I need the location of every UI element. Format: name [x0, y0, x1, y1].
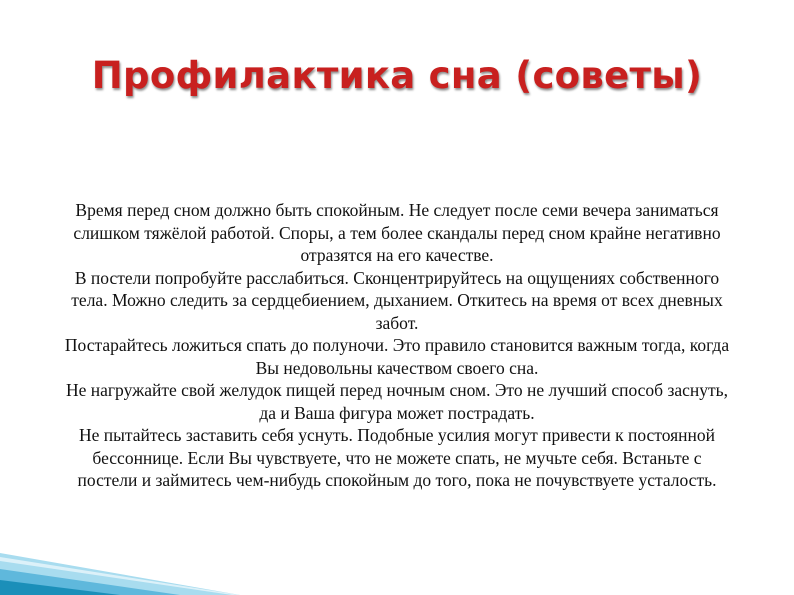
paragraph-dont-force-sleep: Не пытайтесь заставить себя уснуть. Подобные усилия могут привести к постоянной бессоннице. Если Вы чувствуете, что не можете спать, не мучьте себя. Встаньте с постели и займитесь чем-нибудь спокойным до того, пока не почувствуете усталость.	[77, 425, 717, 490]
decor-mid-band	[0, 569, 180, 595]
paragraph-before-midnight: Постарайтесь ложиться спать до полуночи. Это правило становится важным тогда, когда Вы недовольны качеством своего сна.	[64, 335, 730, 378]
slide-title: Профилактика сна (советы)	[91, 54, 703, 97]
decor-dark-band	[0, 580, 120, 595]
paragraph-relax-in-bed: В постели попробуйте расслабиться. Сконцентрируйтесь на ощущениях собственного тела. Можно следить за сердцебиением, дыханием. Откитесь на время от всех дневных забот.	[71, 267, 723, 333]
paragraph-evening-calm: Время перед сном должно быть спокойным. Не следует после семи вечера заниматься слишком тяжёлой работой. Споры, а тем более скандалы перед сном крайне негативно отразятся на его качестве.	[73, 200, 721, 265]
paragraph-no-heavy-food: Не нагружайте свой желудок пищей перед ночным сном. Это не лучший способ заснуть, да и Ваша фигура может пострадать.	[65, 380, 729, 423]
corner-wave-decoration	[0, 485, 240, 595]
decor-accent-sliver	[0, 557, 240, 595]
slide-body	[62, 199, 732, 492]
decor-light-band	[0, 553, 240, 595]
